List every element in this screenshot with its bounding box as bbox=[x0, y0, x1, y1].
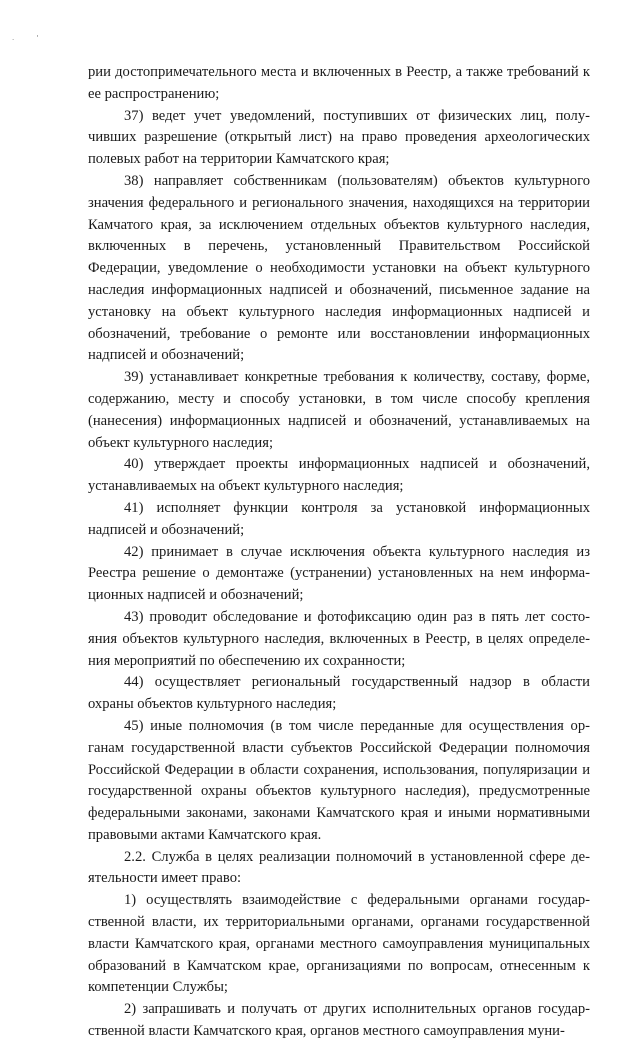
paragraph-right-2: 2) запрашивать и получать от других исполнительных органов государственной власти Камчатского края, органов местного самоуправления муни- bbox=[88, 1001, 590, 1040]
paragraph-item-45: 45) иные полномочия (в том числе переданные для осуществления органам государственной власти субъектов Российской Федерации полномочия Российской Федерации в области сохранения, использования, популяризации и государственной охраны объектов культурного наследия), предусмотренные федеральными законами, законами Камчатского края и иными нормативными правовыми актами Камчатского края. bbox=[88, 717, 590, 843]
paragraph-right-1: 1) осуществлять взаимодействие с федеральными органами государственной власти, их территориальными органами, органами государственной власти Камчатского края, органами местного самоуправления муниципальных образований в Камчатском крае, организациями по вопросам, отнесенным к компетенции Службы; bbox=[88, 892, 590, 996]
document-body bbox=[88, 62, 590, 1043]
paragraph-item-42: 42) принимает в случае исключения объекта культурного наследия из Реестра решение о демонтаже (устранении) установленных на нем информационных надписей и обозначений; bbox=[88, 543, 590, 604]
paragraph-item-40: 40) утверждает проекты информационных надписей и обозначений, устанавливаемых на объект культурного наследия; bbox=[88, 456, 590, 495]
scan-artifact-marks: . ' bbox=[12, 34, 49, 42]
paragraph-item-44: 44) осуществляет региональный государственный надзор в области охраны объектов культурного наследия; bbox=[88, 674, 590, 713]
paragraph-continuation: рии достопримечательного места и включенных в Реестр, а также требований к ее распространению; bbox=[88, 64, 590, 102]
paragraph-item-43: 43) проводит обследование и фотофиксацию один раз в пять лет состояния объектов культурного наследия, включенных в Реестр, в целях определения мероприятий по обеспечению их сохранности; bbox=[88, 608, 590, 669]
paragraph-item-37: 37) ведет учет уведомлений, поступивших от физических лиц, получивших разрешение (открытый лист) на право проведения археологических полевых работ на территории Камчатского края; bbox=[88, 107, 590, 168]
paragraph-section-2-2: 2.2. Служба в целях реализации полномочий в установленной сфере деятельности имеет право: bbox=[88, 848, 590, 887]
paragraph-item-38: 38) направляет собственникам (пользователям) объектов культурного значения федерального и регионального значения, находящихся на территории Камчатого края, за исключением отдельных объектов культурного наследия, включенных в перечень, установленный Правительством Российской Федерации, уведомление о необходимости установки на объект культурного наследия информационных надписей и обозначений, письменное задание на установку на объект культурного наследия информационных надписей и обозначений, требование о ремонте или восстановлении информационных надписей и обозначений; bbox=[88, 172, 590, 364]
paragraph-item-41: 41) исполняет функции контроля за установкой информационных надписей и обозначений; bbox=[88, 499, 590, 538]
paragraph-item-39: 39) устанавливает конкретные требования к количеству, составу, форме, содержанию, месту и способу установки, в том числе способу крепления (нанесения) информационных надписей и обозначений, устанавливаемых на объект культурного наследия; bbox=[88, 369, 590, 451]
